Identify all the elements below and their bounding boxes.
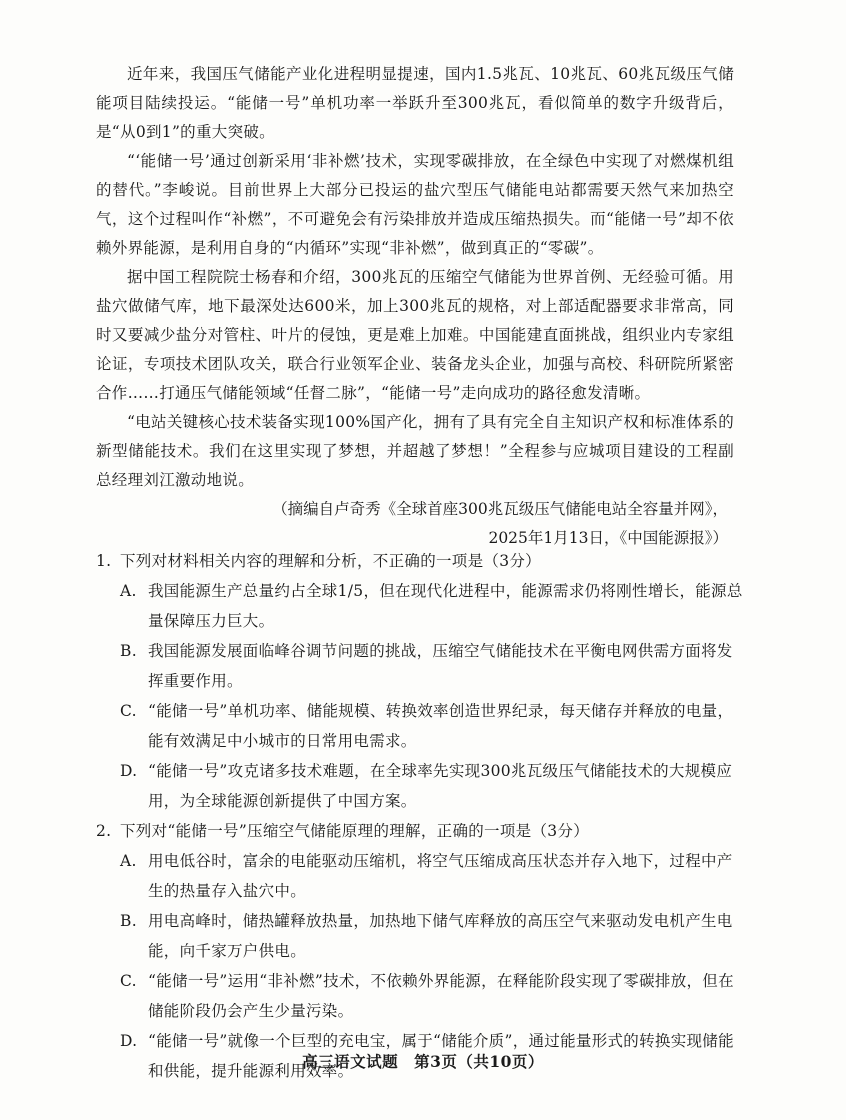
option-a [96,576,746,636]
option-letter: A. [120,852,137,870]
reading-passage [96,60,734,553]
question-text: 下列对材料相关内容的理解和分析，不正确的一项是（3分） [120,552,541,570]
option-a [96,846,746,906]
passage-paragraph-3: 据中国工程院院士杨春和介绍，300兆瓦的压缩空气储能为世界首例、无经验可循。用盐穴做储气库，地下最深处达600米，加上300兆瓦的规格，对上部适配器要求非常高，同时又要减少盐分对管柱、叶片的侵蚀，更是难上加难。中国能建直面挑战，组织业内专家组论证，专项技术团队攻关，联合行业领军企业、装备龙头企业，加强与高校、科研院所紧密合作……打通压气储能领域“任督二脉”，“能储一号”走向成功的路径愈发清晰。 [96,268,734,402]
page-footer: 高三语文试题 第3页（共10页） [302,1052,544,1071]
question-number: 2. [96,822,112,840]
question-list [96,546,746,1086]
passage-paragraph-2: “‘能储一号’通过创新采用‘非补燃’技术，实现零碳排放，在全绿色中实现了对燃煤机组的替代。”李峻说。目前世界上大部分已投运的盐穴型压气储能电站都需要天然气来加热空气，这个过程叫作“补燃”，不可避免会有污染排放并造成压缩热损失。而“能储一号”却不依赖外界能源，是利用自身的“内循环”实现“非补燃”，做到真正的“零碳”。 [96,152,734,257]
option-letter: C. [120,702,137,720]
option-letter: C. [120,972,137,990]
source-citation-line-2: 2025年1月13日，《中国能源报》） [488,529,728,547]
option-letter: B. [120,642,137,660]
option-c [96,966,746,1026]
passage-paragraph-4: “电站关键核心技术装备实现100%国产化，拥有了具有完全自主知识产权和标准体系的新型储能技术。我们在这里实现了梦想，并超越了梦想！”全程参与应城项目建设的工程副总经理刘江激动地说。 [96,413,734,489]
option-text: “能储一号”攻克诸多技术难题，在全球率先实现300兆瓦级压气储能技术的大规模应用，为全球能源创新提供了中国方案。 [148,762,733,810]
option-text: 用电高峰时，储热罐释放热量，加热地下储气库释放的高压空气来驱动发电机产生电能，向千家万户供电。 [148,912,733,960]
option-text: 我国能源生产总量约占全球1/5，但在现代化进程中，能源需求仍将刚性增长，能源总量保障压力巨大。 [148,582,743,630]
option-text: “能储一号”就像一个巨型的充电宝，属于“储能介质”，通过能量形式的转换实现储能和供能，提升能源利用效率。 [148,1032,734,1080]
option-letter: D. [120,1032,138,1050]
option-text: 我国能源发展面临峰谷调节问题的挑战，压缩空气储能技术在平衡电网供需方面将发挥重要作用。 [148,642,733,690]
option-text: “能储一号”单机功率、储能规模、转换效率创造世界纪录，每天储存并释放的电量，能有效满足中小城市的日常用电需求。 [148,702,734,750]
option-letter: B. [120,912,137,930]
question-stem [96,816,746,846]
option-b [96,906,746,966]
option-d [96,756,746,816]
question-1 [96,546,746,816]
question-text: 下列对“能储一号”压缩空气储能原理的理解，正确的一项是（3分） [120,822,590,840]
option-c [96,696,746,756]
option-text: 用电低谷时，富余的电能驱动压缩机，将空气压缩成高压状态并存入地下，过程中产生的热量存入盐穴中。 [148,852,733,900]
option-text: “能储一号”运用“非补燃”技术，不依赖外界能源，在释能阶段实现了零碳排放，但在储能阶段仍会产生少量污染。 [148,972,734,1020]
question-stem [96,546,746,576]
option-b [96,636,746,696]
source-citation-line-1: （摘编自卢奇秀《全球首座300兆瓦级压气储能电站全容量并网》， [272,500,728,518]
passage-paragraph-1: 近年来，我国压气储能产业化进程明显提速，国内1.5兆瓦、10兆瓦、60兆瓦级压气储能项目陆续投运。“能储一号”单机功率一举跃升至300兆瓦，看似简单的数字升级背后，是“从0到1”的重大突破。 [96,65,734,141]
question-number: 1. [96,552,112,570]
option-letter: D. [120,762,138,780]
question-2 [96,816,746,1086]
option-letter: A. [120,582,137,600]
